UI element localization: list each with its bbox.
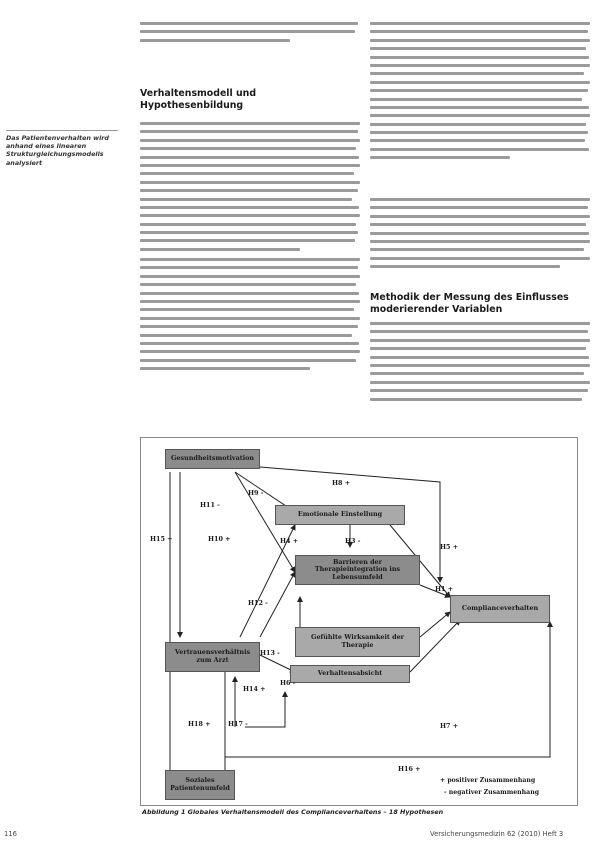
box-soziales-umfeld: Soziales Patientenumfeld (165, 770, 235, 800)
label-h14: H14 + (243, 685, 266, 693)
label-h13: H13 - (260, 649, 280, 657)
figure-caption: Abbildung 1 Globales Verhaltensmodell des Complianceverhaltens – 18 Hypothesen (142, 808, 444, 816)
label-h10: H10 + (208, 535, 231, 543)
label-h12: H12 - (248, 599, 268, 607)
label-h7: H7 + (440, 722, 459, 730)
left-section-heading: Verhaltensmodell und Hypothesenbildung (140, 88, 257, 111)
box-emotionale-einstellung: Emotionale Einstellung (275, 505, 405, 525)
label-h15: H15 + (150, 535, 173, 543)
label-h1: H1 + (435, 585, 454, 593)
left-intro-paragraph (140, 22, 360, 47)
label-h18: H18 + (188, 720, 211, 728)
label-h6: H6 - (280, 679, 296, 687)
box-verhaltensabsicht: Verhaltensabsicht (290, 665, 410, 683)
label-h4: H4 + (280, 537, 299, 545)
box-vertrauensverhaeltnis: Vertrauensverhältnis zum Arzt (165, 642, 260, 672)
page-number: 116 (4, 830, 17, 838)
label-h5: H5 + (440, 543, 459, 551)
margin-note: Das Patientenverhalten wird anhand eines linearen Strukturgleichungsmodells analysiert (6, 130, 118, 167)
box-barrieren: Barrieren der Therapieintegration ins Lebensumfeld (295, 555, 420, 585)
left-paragraph-2 (140, 258, 362, 375)
label-h9: H9 - (248, 489, 264, 497)
structural-model-figure (140, 437, 578, 852)
label-h11: H11 - (200, 501, 220, 509)
right-paragraph-3 (370, 322, 592, 406)
right-paragraph-1 (370, 22, 592, 165)
right-section-heading: Methodik der Messung des Einflusses moderierender Variablen (370, 292, 569, 315)
journal-footer: Versicherungsmedizin 62 (2010) Heft 3 (430, 830, 564, 838)
label-h8: H8 + (332, 479, 351, 487)
box-gefuehlte-wirksamkeit: Gefühlte Wirksamkeit der Therapie (295, 627, 420, 657)
label-h3: H3 - (345, 537, 361, 545)
legend-negative: - negativer Zusammenhang (444, 789, 540, 796)
box-complianceverhalten: Complianceverhalten (450, 595, 550, 623)
left-paragraph-1 (140, 122, 362, 256)
legend-positive: + positiver Zusammenhang (440, 777, 536, 784)
label-h17: H17 - (228, 720, 248, 728)
box-gesundheitsmotivation: Gesundheitsmotivation (165, 449, 260, 469)
right-paragraph-2 (370, 198, 592, 274)
label-h16: H16 + (398, 765, 421, 773)
